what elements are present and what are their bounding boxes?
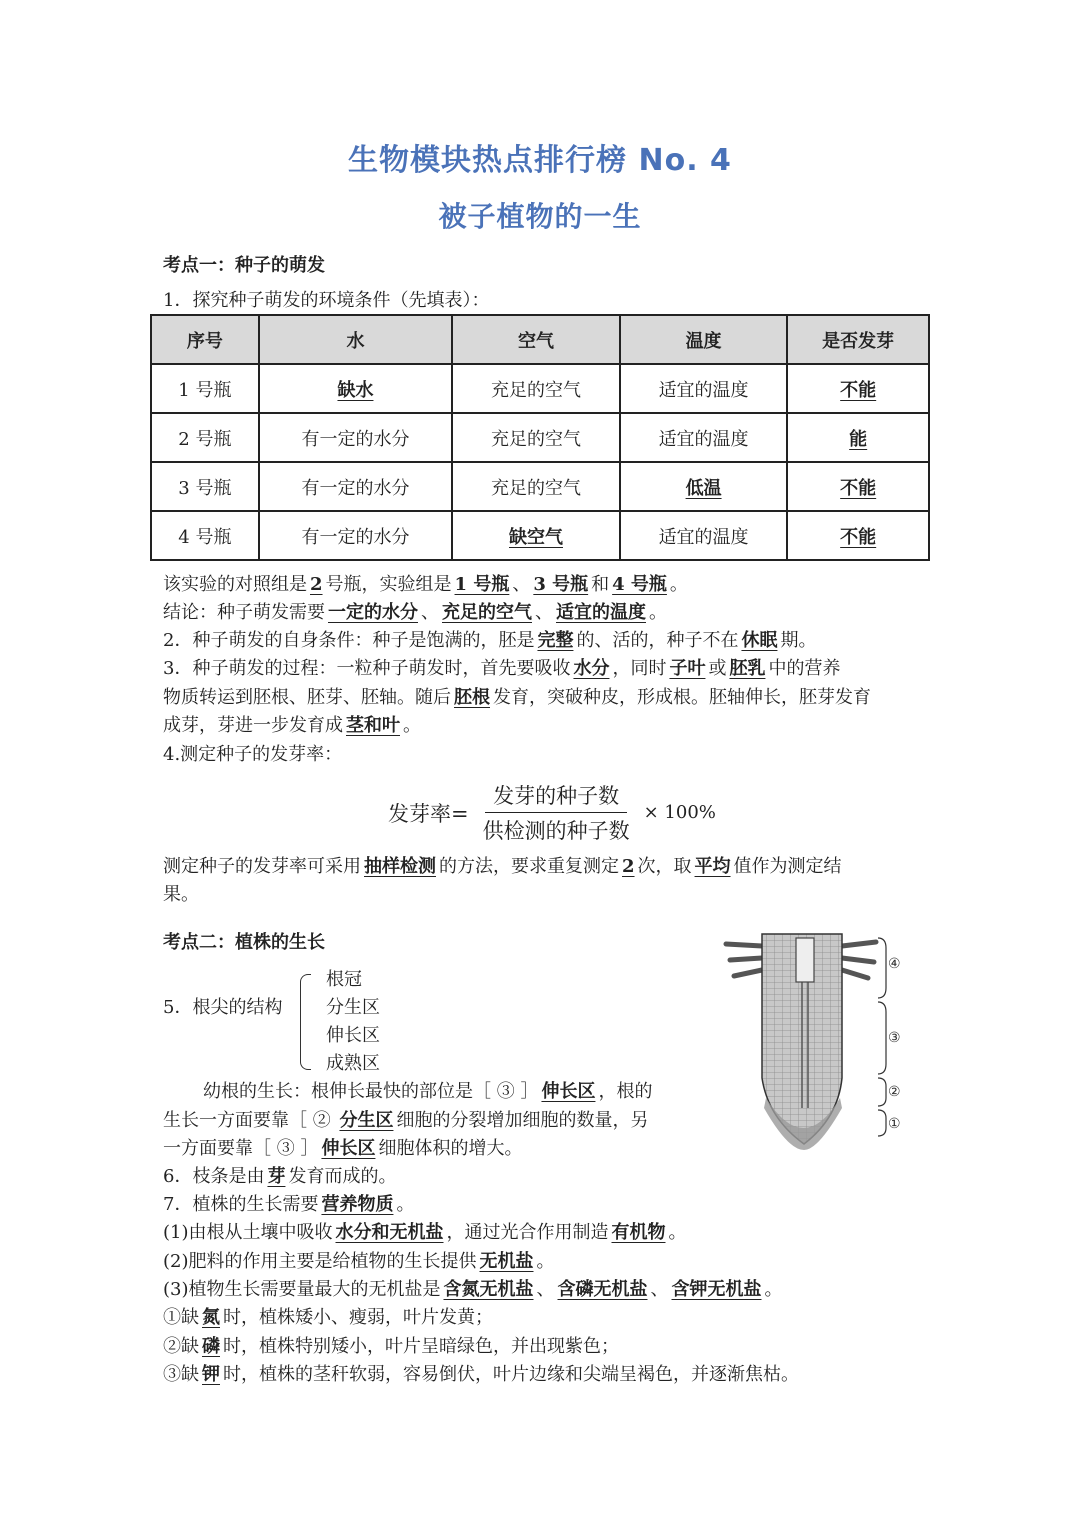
conclusion-line: 结论：种子萌发需要 一定的水分 、 充足的空气 、 适宜的温度 。 — [163, 602, 667, 623]
answer-blank: 充足的空气 — [442, 602, 532, 623]
figure-label: ④ — [888, 956, 901, 972]
sub-question-1: (1)由根从土壤中吸收 水分和无机盐 ，通过光合作用制造 有机物 。 — [163, 1222, 687, 1243]
sub-question-2: (2)肥料的作用主要是给植物的生长提供 无机盐 。 — [163, 1251, 555, 1272]
table-row — [151, 413, 929, 462]
figure-label: ② — [888, 1084, 901, 1100]
question-5-label: 5．根尖的结构 — [163, 997, 283, 1018]
header-cell: 温度 — [620, 315, 788, 364]
answer-blank: 不能 — [840, 526, 877, 548]
answer-blank: 分生区 — [339, 1110, 394, 1131]
table-cell: 充足的空气 — [452, 413, 620, 462]
question-3-line-3: 成芽，芽进一步发育成 茎和叶 。 — [163, 715, 421, 736]
growth-line-1: 幼根的生长：根伸长最快的部位是［ ③ ］ 伸长区 ，根的 — [203, 1081, 653, 1102]
table-cell: 适宜的温度 — [620, 364, 788, 413]
table-cell: 适宜的温度 — [620, 511, 788, 560]
table-row — [151, 511, 929, 560]
figure-label: ③ — [888, 1030, 901, 1046]
answer-blank: 一定的水分 — [328, 602, 418, 623]
answer-blank: 营养物质 — [321, 1194, 394, 1215]
answer-blank: 胚乳 — [729, 658, 766, 679]
answer-blank: 2 — [622, 856, 635, 877]
germination-rate-formula — [388, 780, 716, 845]
table-row — [151, 462, 929, 511]
table-cell: 适宜的温度 — [620, 413, 788, 462]
answer-blank: 休眠 — [741, 630, 778, 651]
table-cell: 1 号瓶 — [151, 364, 259, 413]
answer-blank: 完整 — [537, 630, 574, 651]
section2-heading: 考点二：植株的生长 — [163, 932, 325, 953]
header-cell: 空气 — [452, 315, 620, 364]
answer-blank: 水分 — [573, 658, 610, 679]
table-cell: 有一定的水分 — [259, 511, 452, 560]
table-cell: 充足的空气 — [452, 364, 620, 413]
table-cell: 充足的空气 — [452, 462, 620, 511]
answer-blank: 水分和无机盐 — [335, 1222, 444, 1243]
germination-table — [150, 314, 930, 561]
list-item: 分生区 — [326, 997, 380, 1018]
main-title: 生物模块热点排行榜 No. 4 — [348, 143, 732, 178]
answer-blank: 钾 — [202, 1364, 220, 1385]
section1-heading: 考点一：种子的萌发 — [163, 255, 325, 276]
answer-blank: 缺水 — [337, 379, 374, 401]
table-cell: 3 号瓶 — [151, 462, 259, 511]
header-cell: 是否发芽 — [787, 315, 929, 364]
answer-blank: 不能 — [840, 379, 877, 401]
root-tip-figure — [718, 928, 908, 1150]
formula-factor: × 100% — [643, 802, 716, 823]
question-3-line-1: 3．种子萌发的过程：一粒种子萌发时，首先要吸收 水分 ，同时 子叶 或 胚乳 中的营养 — [163, 658, 841, 679]
deficiency-potassium: ③缺 钾 时，植株的茎秆软弱，容易倒伏，叶片边缘和尖端呈褐色，并逐渐焦枯。 — [163, 1364, 799, 1385]
formula-numerator: 发芽的种子数 — [485, 780, 627, 813]
answer-blank: 子叶 — [669, 658, 706, 679]
answer-blank: 有机物 — [611, 1222, 666, 1243]
method-line-1: 测定种子的发芽率可采用 抽样检测 的方法，要求重复测定 2 次，取 平均 值作为测定结 — [163, 856, 842, 877]
answer-blank: 无机盐 — [479, 1251, 534, 1272]
answer-blank: 4 号瓶 — [612, 574, 667, 595]
question-6: 6．枝条是由 芽 发育而成的。 — [163, 1166, 397, 1187]
growth-line-3: 一方面要靠［ ③ ］ 伸长区 细胞体积的增大。 — [163, 1138, 523, 1159]
answer-blank: 1 号瓶 — [454, 574, 510, 595]
sub-title: 被子植物的一生 — [438, 200, 642, 233]
sub-question-3: (3)植物生长需要量最大的无机盐是 含氮无机盐 、 含磷无机盐 、 含钾无机盐 。 — [163, 1279, 783, 1300]
question-4: 4.测定种子的发芽率： — [163, 744, 343, 765]
question-7: 7．植株的生长需要 营养物质 。 — [163, 1194, 415, 1215]
answer-blank: 能 — [849, 428, 868, 450]
header-cell: 序号 — [151, 315, 259, 364]
answer-blank: 低温 — [685, 477, 722, 499]
method-line-2: 果。 — [163, 884, 199, 905]
figure-label: ① — [888, 1116, 901, 1132]
answer-blank: 氮 — [202, 1307, 220, 1328]
deficiency-nitrogen: ①缺 氮 时，植株矮小、瘦弱，叶片发黄； — [163, 1307, 493, 1328]
answer-blank: 3 号瓶 — [533, 574, 589, 595]
brace — [300, 974, 311, 1070]
table-cell: 2 号瓶 — [151, 413, 259, 462]
answer-blank: 含氮无机盐 — [443, 1279, 534, 1300]
control-group-line: 该实验的对照组是 2 号瓶，实验组是 1 号瓶 、 3 号瓶 和 4 号瓶 。 — [163, 574, 688, 595]
table-header-row — [151, 315, 929, 364]
answer-blank: 含磷无机盐 — [557, 1279, 648, 1300]
answer-blank: 不能 — [840, 477, 877, 499]
table-cell: 有一定的水分 — [259, 462, 452, 511]
header-cell: 水 — [259, 315, 452, 364]
answer-blank: 平均 — [694, 856, 731, 877]
answer-blank: 抽样检测 — [364, 856, 436, 877]
growth-line-2: 生长一方面要靠［ ② 分生区 细胞的分裂增加细胞的数量，另 — [163, 1110, 649, 1131]
question-1: 1．探究种子萌发的环境条件（先填表）： — [163, 290, 490, 311]
answer-blank: 含钾无机盐 — [671, 1279, 762, 1300]
deficiency-phosphorus: ②缺 磷 时，植株特别矮小，叶片呈暗绿色，并出现紫色； — [163, 1336, 619, 1357]
answer-blank: 2 — [310, 574, 323, 595]
table-cell: 有一定的水分 — [259, 413, 452, 462]
question-2: 2．种子萌发的自身条件：种子是饱满的，胚是 完整 的、活的，种子不在 休眠 期。 — [163, 630, 817, 651]
formula-denominator: 供检测的种子数 — [482, 819, 630, 843]
answer-blank: 缺空气 — [509, 526, 563, 548]
answer-blank: 伸长区 — [321, 1138, 376, 1159]
table-cell: 4 号瓶 — [151, 511, 259, 560]
question-3-line-2: 物质转运到胚根、胚芽、胚轴。随后 胚根 发育，突破种皮，形成根。胚轴伸长，胚芽发育 — [163, 687, 871, 708]
answer-blank: 伸长区 — [541, 1081, 596, 1102]
answer-blank: 磷 — [202, 1336, 220, 1357]
list-item: 根冠 — [326, 969, 362, 990]
list-item: 伸长区 — [326, 1025, 380, 1046]
answer-blank: 适宜的温度 — [556, 602, 646, 623]
answer-blank: 芽 — [267, 1166, 286, 1187]
formula-fraction — [475, 780, 638, 845]
table-row — [151, 364, 929, 413]
formula-lhs: 发芽率= — [388, 801, 469, 826]
answer-blank: 茎和叶 — [346, 715, 400, 736]
list-item: 成熟区 — [326, 1053, 380, 1074]
answer-blank: 胚根 — [454, 687, 490, 708]
